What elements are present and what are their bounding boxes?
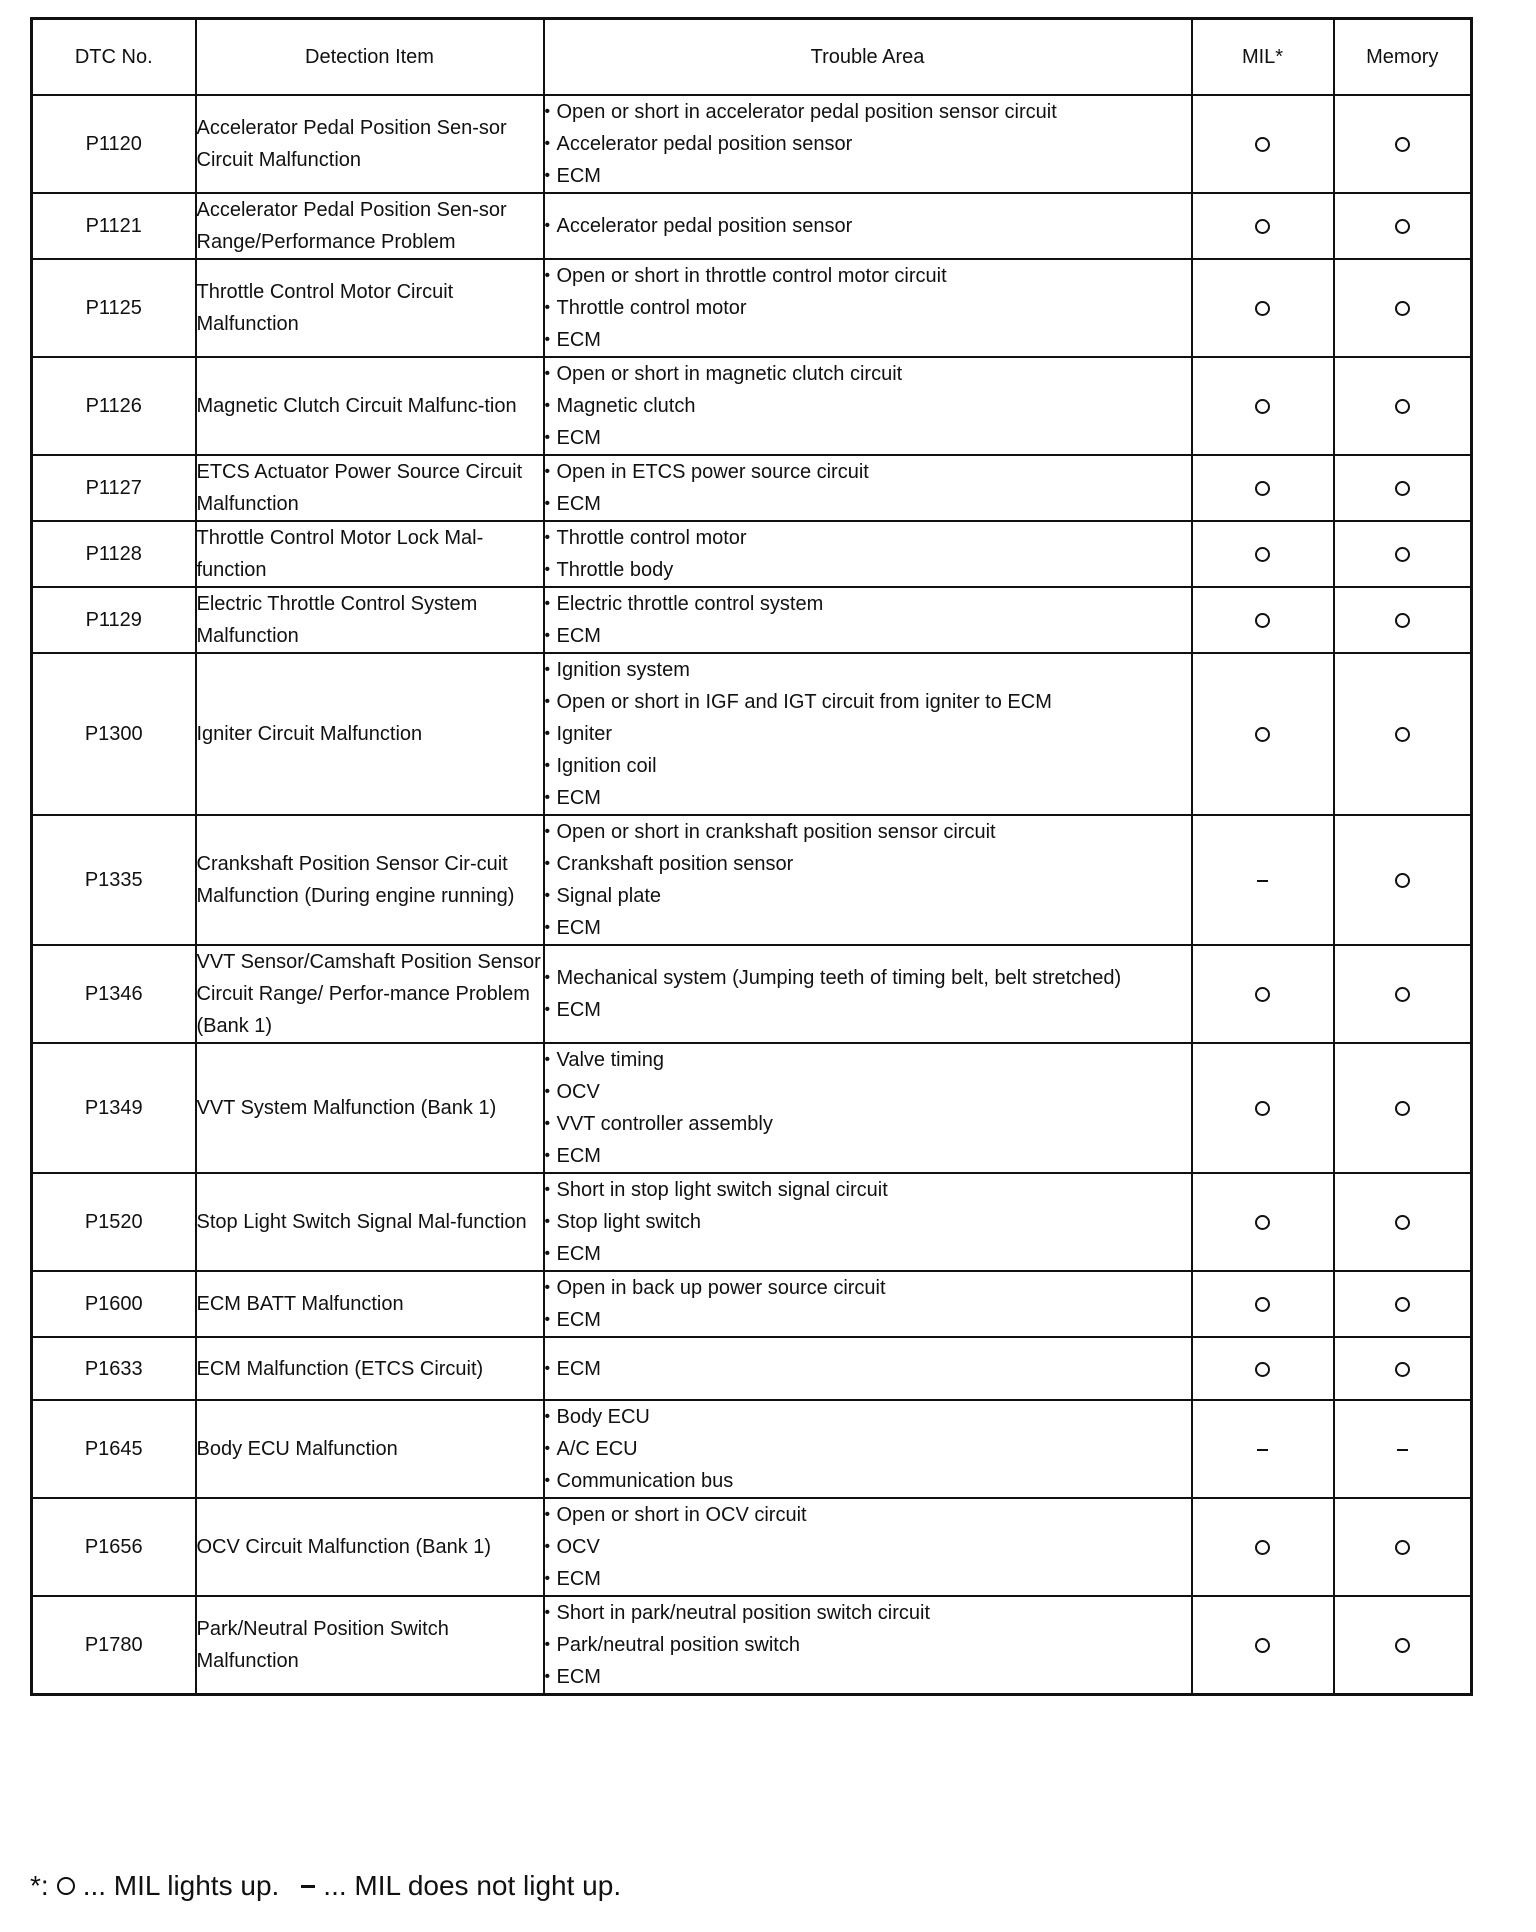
circle-icon [1395, 301, 1410, 316]
dtc-code: P1600 [32, 1271, 196, 1337]
detection-item: Igniter Circuit Malfunction [196, 653, 544, 815]
trouble-item: • ECM [545, 1304, 1191, 1336]
memory-cell [1334, 193, 1472, 259]
trouble-area [544, 1498, 1192, 1596]
mil-cell [1192, 653, 1334, 815]
trouble-item: • Short in stop light switch signal circuit [545, 1174, 1191, 1206]
circle-icon [1255, 481, 1270, 496]
trouble-area [544, 193, 1192, 259]
trouble-item: • Signal plate [545, 880, 1191, 912]
trouble-area [544, 815, 1192, 945]
circle-icon [1395, 613, 1410, 628]
circle-icon [1255, 727, 1270, 742]
circle-icon [1255, 1101, 1270, 1116]
detection-item: ETCS Actuator Power Source Circuit Malfunction [196, 455, 544, 521]
trouble-area [544, 357, 1192, 455]
circle-icon [1255, 547, 1270, 562]
dtc-table [30, 17, 1473, 1696]
trouble-item: • Magnetic clutch [545, 390, 1191, 422]
trouble-area [544, 1271, 1192, 1337]
header-row [32, 19, 1472, 96]
table-row [32, 357, 1472, 455]
trouble-list [545, 816, 1191, 944]
trouble-item: • ECM [545, 994, 1191, 1026]
circle-icon [1255, 301, 1270, 316]
mil-cell [1192, 1400, 1334, 1498]
trouble-item: • OCV [545, 1531, 1191, 1563]
table-row [32, 1173, 1472, 1271]
memory-cell [1334, 1043, 1472, 1173]
trouble-item: • ECM [545, 488, 1191, 520]
detection-item: ECM BATT Malfunction [196, 1271, 544, 1337]
dtc-code: P1126 [32, 357, 196, 455]
circle-icon [1255, 987, 1270, 1002]
table-row [32, 1400, 1472, 1498]
trouble-item: • ECM [545, 422, 1191, 454]
trouble-item: • Ignition coil [545, 750, 1191, 782]
table-row [32, 193, 1472, 259]
detection-item: Accelerator Pedal Position Sen-sor Circuit Malfunction [196, 95, 544, 193]
detection-item: Electric Throttle Control System Malfunction [196, 587, 544, 653]
trouble-area [544, 521, 1192, 587]
trouble-item: • Body ECU [545, 1401, 1191, 1433]
trouble-item: • ECM [545, 782, 1191, 814]
header-detection-item: Detection Item [196, 19, 544, 96]
table-row [32, 1498, 1472, 1596]
trouble-area [544, 945, 1192, 1043]
trouble-item: • A/C ECU [545, 1433, 1191, 1465]
dtc-code: P1780 [32, 1596, 196, 1695]
mil-cell [1192, 815, 1334, 945]
table-body [32, 95, 1472, 1695]
trouble-list [545, 456, 1191, 520]
detection-item: VVT System Malfunction (Bank 1) [196, 1043, 544, 1173]
dtc-code: P1121 [32, 193, 196, 259]
trouble-item: • Short in park/neutral position switch circuit [545, 1597, 1191, 1629]
dash-icon [1397, 1449, 1408, 1451]
table-row [32, 1596, 1472, 1695]
trouble-list [545, 1174, 1191, 1270]
trouble-item: • Communication bus [545, 1465, 1191, 1497]
detection-item: VVT Sensor/Camshaft Position Sensor Circuit Range/ Perfor-mance Problem (Bank 1) [196, 945, 544, 1043]
memory-cell [1334, 1271, 1472, 1337]
table-row [32, 521, 1472, 587]
trouble-area [544, 1596, 1192, 1695]
dtc-code: P1335 [32, 815, 196, 945]
dash-icon [301, 1885, 315, 1888]
mil-cell [1192, 1498, 1334, 1596]
detection-item: ECM Malfunction (ETCS Circuit) [196, 1337, 544, 1400]
circle-icon [1255, 137, 1270, 152]
table-row [32, 815, 1472, 945]
detection-item: Park/Neutral Position Switch Malfunction [196, 1596, 544, 1695]
memory-cell [1334, 1337, 1472, 1400]
trouble-item: • Igniter [545, 718, 1191, 750]
mil-cell [1192, 587, 1334, 653]
trouble-list [545, 1597, 1191, 1693]
trouble-item: • Accelerator pedal position sensor [545, 210, 1191, 242]
memory-cell [1334, 1173, 1472, 1271]
trouble-item: • Open or short in accelerator pedal position sensor circuit [545, 96, 1191, 128]
circle-icon [1395, 137, 1410, 152]
detection-item: Magnetic Clutch Circuit Malfunc-tion [196, 357, 544, 455]
dtc-code: P1346 [32, 945, 196, 1043]
trouble-item: • Open or short in IGF and IGT circuit from igniter to ECM [545, 686, 1191, 718]
trouble-item: • VVT controller assembly [545, 1108, 1191, 1140]
circle-icon [1395, 547, 1410, 562]
trouble-area [544, 653, 1192, 815]
legend-on-text: ... MIL lights up. [82, 1870, 280, 1901]
trouble-item: • Open in ETCS power source circuit [545, 456, 1191, 488]
header-mil: MIL* [1192, 19, 1334, 96]
memory-cell [1334, 653, 1472, 815]
table-row [32, 653, 1472, 815]
trouble-list [545, 1353, 1191, 1385]
mil-cell [1192, 193, 1334, 259]
dtc-code: P1300 [32, 653, 196, 815]
trouble-item: • Valve timing [545, 1044, 1191, 1076]
trouble-item: • Open in back up power source circuit [545, 1272, 1191, 1304]
trouble-item: • Throttle body [545, 554, 1191, 586]
trouble-list [545, 96, 1191, 192]
memory-cell [1334, 1400, 1472, 1498]
memory-cell [1334, 815, 1472, 945]
circle-icon [57, 1877, 75, 1895]
mil-cell [1192, 945, 1334, 1043]
mil-cell [1192, 521, 1334, 587]
circle-icon [1255, 219, 1270, 234]
trouble-item: • Stop light switch [545, 1206, 1191, 1238]
trouble-item: • Ignition system [545, 654, 1191, 686]
memory-cell [1334, 259, 1472, 357]
circle-icon [1255, 1215, 1270, 1230]
circle-icon [1255, 1638, 1270, 1653]
circle-icon [1395, 481, 1410, 496]
dtc-code: P1520 [32, 1173, 196, 1271]
trouble-item: • ECM [545, 912, 1191, 944]
circle-icon [1255, 1297, 1270, 1312]
mil-cell [1192, 95, 1334, 193]
dtc-code: P1645 [32, 1400, 196, 1498]
table-row [32, 455, 1472, 521]
trouble-area [544, 1337, 1192, 1400]
memory-cell [1334, 95, 1472, 193]
legend [30, 1868, 621, 1904]
dtc-sheet [30, 17, 1470, 1696]
mil-cell [1192, 1173, 1334, 1271]
table-row [32, 259, 1472, 357]
trouble-item: • Accelerator pedal position sensor [545, 128, 1191, 160]
mil-cell [1192, 357, 1334, 455]
mil-cell [1192, 259, 1334, 357]
trouble-area [544, 1043, 1192, 1173]
detection-item: Throttle Control Motor Lock Mal-function [196, 521, 544, 587]
table-row [32, 587, 1472, 653]
trouble-area [544, 587, 1192, 653]
circle-icon [1395, 1215, 1410, 1230]
dtc-code: P1633 [32, 1337, 196, 1400]
trouble-list [545, 522, 1191, 586]
trouble-area [544, 455, 1192, 521]
dtc-code: P1120 [32, 95, 196, 193]
trouble-item: • Electric throttle control system [545, 588, 1191, 620]
detection-item: Accelerator Pedal Position Sen-sor Range/Performance Problem [196, 193, 544, 259]
trouble-item: • ECM [545, 620, 1191, 652]
dtc-code: P1125 [32, 259, 196, 357]
trouble-item: • Throttle control motor [545, 292, 1191, 324]
memory-cell [1334, 357, 1472, 455]
trouble-item: • ECM [545, 1661, 1191, 1693]
circle-icon [1395, 873, 1410, 888]
legend-off-text: ... MIL does not light up. [323, 1870, 622, 1901]
table-row [32, 95, 1472, 193]
trouble-item: • Park/neutral position switch [545, 1629, 1191, 1661]
table-row [32, 945, 1472, 1043]
trouble-item: • Open or short in throttle control motor circuit [545, 260, 1191, 292]
mil-cell [1192, 1596, 1334, 1695]
memory-cell [1334, 455, 1472, 521]
table-row [32, 1271, 1472, 1337]
circle-icon [1255, 1540, 1270, 1555]
memory-cell [1334, 1596, 1472, 1695]
memory-cell [1334, 945, 1472, 1043]
memory-cell [1334, 587, 1472, 653]
trouble-list [545, 1401, 1191, 1497]
trouble-list [545, 654, 1191, 814]
trouble-list [545, 260, 1191, 356]
trouble-list [545, 962, 1191, 1026]
dtc-code: P1127 [32, 455, 196, 521]
trouble-item: • Open or short in crankshaft position sensor circuit [545, 816, 1191, 848]
trouble-list [545, 210, 1191, 242]
trouble-item: • Mechanical system (Jumping teeth of timing belt, belt stretched) [545, 962, 1191, 994]
trouble-item: • ECM [545, 324, 1191, 356]
trouble-list [545, 588, 1191, 652]
memory-cell [1334, 521, 1472, 587]
trouble-item: • Crankshaft position sensor [545, 848, 1191, 880]
table-row [32, 1337, 1472, 1400]
trouble-area [544, 1400, 1192, 1498]
circle-icon [1395, 987, 1410, 1002]
detection-item: Crankshaft Position Sensor Cir-cuit Malfunction (During engine running) [196, 815, 544, 945]
dtc-code: P1656 [32, 1498, 196, 1596]
trouble-area [544, 95, 1192, 193]
trouble-item: • ECM [545, 1353, 1191, 1385]
trouble-item: • ECM [545, 1238, 1191, 1270]
trouble-item: • Throttle control motor [545, 522, 1191, 554]
detection-item: Stop Light Switch Signal Mal-function [196, 1173, 544, 1271]
legend-prefix: *: [30, 1870, 49, 1901]
trouble-list [545, 1044, 1191, 1172]
dtc-code: P1129 [32, 587, 196, 653]
dtc-code: P1349 [32, 1043, 196, 1173]
trouble-item: • ECM [545, 1140, 1191, 1172]
trouble-item: • ECM [545, 160, 1191, 192]
header-memory: Memory [1334, 19, 1472, 96]
dash-icon [1257, 1449, 1268, 1451]
circle-icon [1395, 1297, 1410, 1312]
circle-icon [1255, 613, 1270, 628]
table-row [32, 1043, 1472, 1173]
circle-icon [1255, 399, 1270, 414]
circle-icon [1395, 399, 1410, 414]
header-trouble-area: Trouble Area [544, 19, 1192, 96]
detection-item: Body ECU Malfunction [196, 1400, 544, 1498]
circle-icon [1395, 1540, 1410, 1555]
memory-cell [1334, 1498, 1472, 1596]
circle-icon [1255, 1362, 1270, 1377]
detection-item: Throttle Control Motor Circuit Malfunction [196, 259, 544, 357]
circle-icon [1395, 1362, 1410, 1377]
trouble-area [544, 259, 1192, 357]
detection-item: OCV Circuit Malfunction (Bank 1) [196, 1498, 544, 1596]
trouble-list [545, 358, 1191, 454]
trouble-item: • ECM [545, 1563, 1191, 1595]
circle-icon [1395, 1101, 1410, 1116]
circle-icon [1395, 727, 1410, 742]
circle-icon [1395, 219, 1410, 234]
mil-cell [1192, 1337, 1334, 1400]
trouble-list [545, 1499, 1191, 1595]
dash-icon [1257, 880, 1268, 882]
trouble-item: • OCV [545, 1076, 1191, 1108]
trouble-area [544, 1173, 1192, 1271]
circle-icon [1395, 1638, 1410, 1653]
mil-cell [1192, 1271, 1334, 1337]
trouble-list [545, 1272, 1191, 1336]
trouble-item: • Open or short in OCV circuit [545, 1499, 1191, 1531]
mil-cell [1192, 1043, 1334, 1173]
trouble-item: • Open or short in magnetic clutch circuit [545, 358, 1191, 390]
mil-cell [1192, 455, 1334, 521]
header-dtc-no: DTC No. [32, 19, 196, 96]
dtc-code: P1128 [32, 521, 196, 587]
